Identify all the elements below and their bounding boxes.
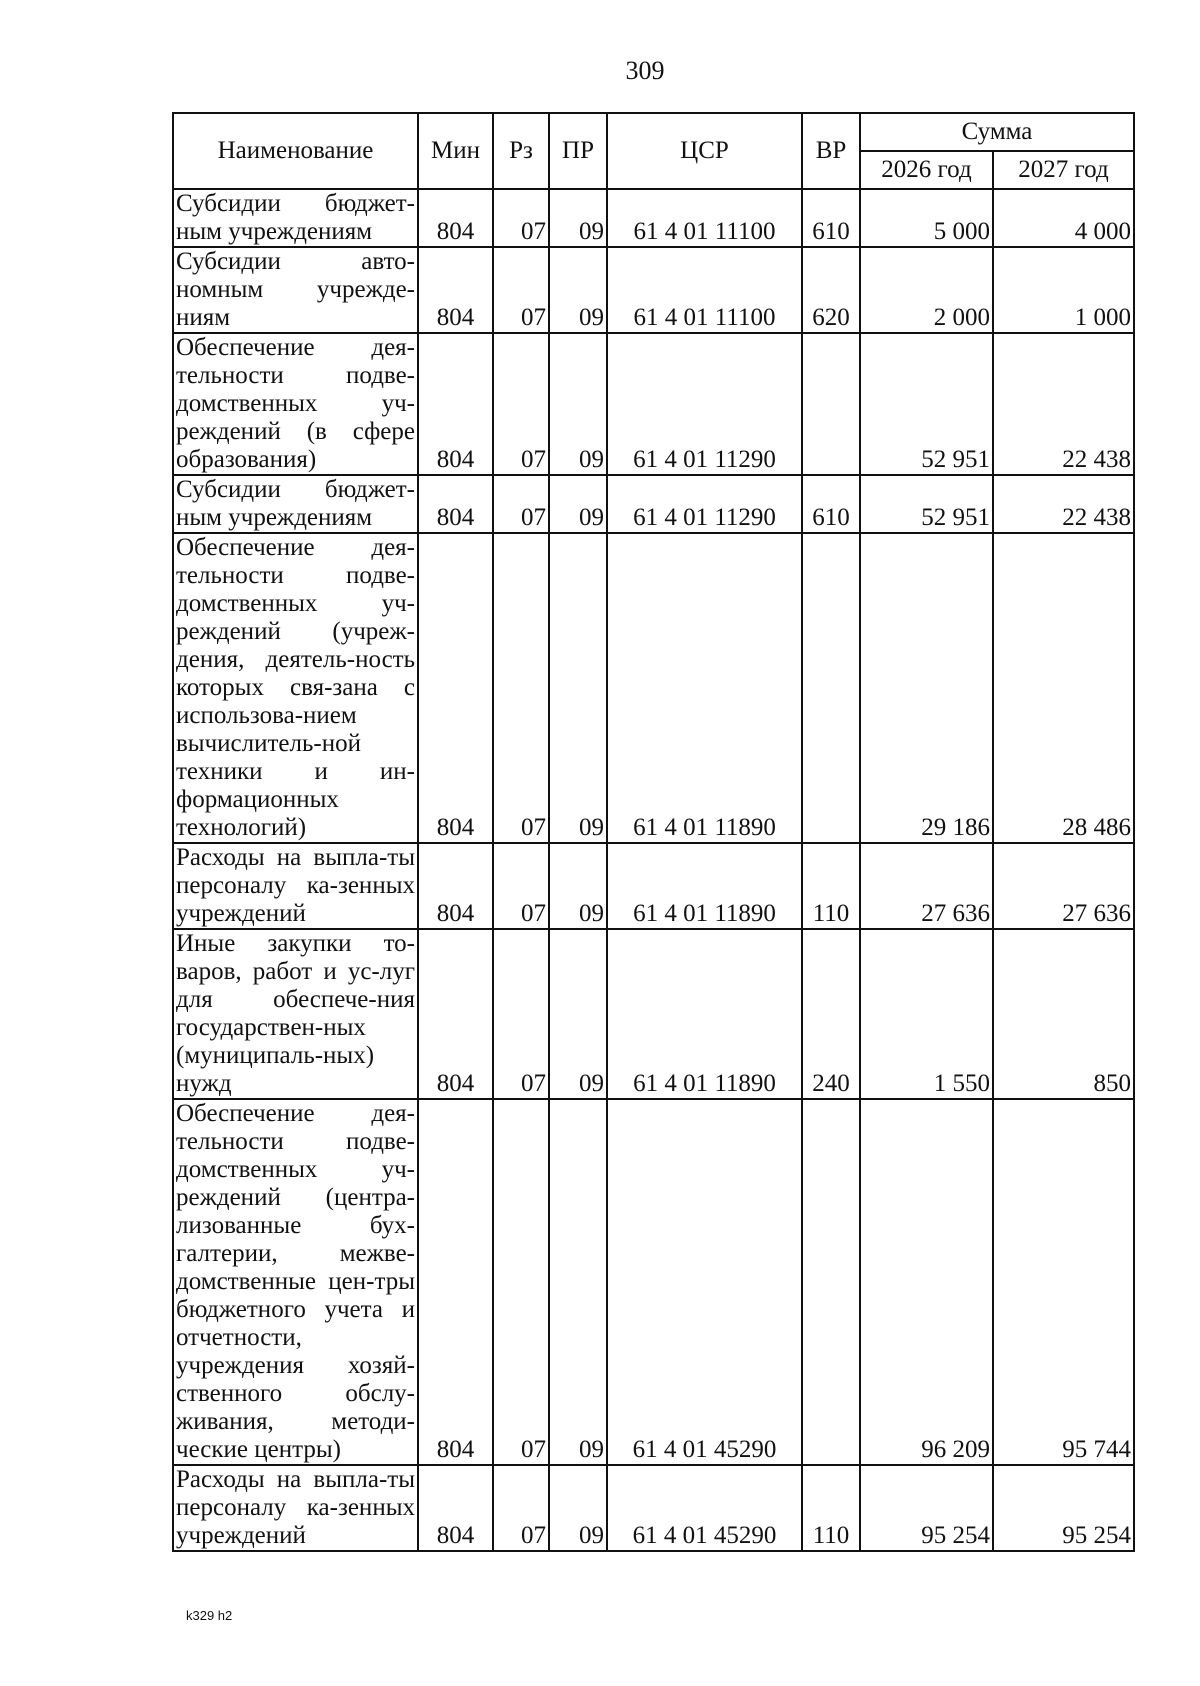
table-cell-pr: 09 [549, 1465, 607, 1551]
table-row [173, 843, 1134, 929]
table-cell-2026: 5 000 [860, 189, 993, 247]
table-cell-min: 804 [418, 333, 493, 475]
table-cell-min: 804 [418, 843, 493, 929]
table-cell-rz: 07 [493, 533, 549, 843]
table-cell-rz: 07 [493, 189, 549, 247]
table-cell-2027: 1 000 [993, 247, 1134, 333]
table-row [173, 929, 1134, 1099]
table-row [173, 333, 1134, 475]
table-cell-csr: 61 4 01 11890 [607, 929, 802, 1099]
table-cell-min: 804 [418, 247, 493, 333]
table-cell-2026: 27 636 [860, 843, 993, 929]
table-cell-pr: 09 [549, 475, 607, 533]
table-row [173, 189, 1134, 247]
table-cell-2026: 95 254 [860, 1465, 993, 1551]
table-cell-2027: 22 438 [993, 475, 1134, 533]
table-cell-rz: 07 [493, 1465, 549, 1551]
table-cell-vr: 110 [802, 843, 860, 929]
table-cell-pr: 09 [549, 333, 607, 475]
table-cell-csr: 61 4 01 45290 [607, 1099, 802, 1465]
table-cell-vr [802, 1099, 860, 1465]
table-cell-csr: 61 4 01 45290 [607, 1465, 802, 1551]
header-pr: ПР [549, 113, 607, 189]
table-cell-name: Обеспечение дея-тельности подве-домственных уч-реждений (учреж-дения, деятель-ность которых свя-зана с использова-нием вычислитель-ной техники и ин-формационных технологий) [173, 533, 418, 843]
table-cell-vr: 610 [802, 189, 860, 247]
table-cell-pr: 09 [549, 533, 607, 843]
table-cell-pr: 09 [549, 843, 607, 929]
table-cell-min: 804 [418, 929, 493, 1099]
table-cell-2027: 95 744 [993, 1099, 1134, 1465]
table-cell-rz: 07 [493, 1099, 549, 1465]
table-cell-name: Расходы на выпла-ты персоналу ка-зенных учреждений [173, 1465, 418, 1551]
table-cell-min: 804 [418, 1465, 493, 1551]
table-cell-pr: 09 [549, 929, 607, 1099]
table-row [173, 247, 1134, 333]
table-cell-rz: 07 [493, 333, 549, 475]
table-cell-2027: 95 254 [993, 1465, 1134, 1551]
header-name: Наименование [173, 113, 418, 189]
table-cell-2026: 52 951 [860, 475, 993, 533]
table-cell-name: Иные закупки то-варов, работ и ус-луг для обеспече-ния государствен-ных (муниципаль-ных) нужд [173, 929, 418, 1099]
table-cell-csr: 61 4 01 11100 [607, 189, 802, 247]
table-cell-2027: 28 486 [993, 533, 1134, 843]
table-cell-2027: 850 [993, 929, 1134, 1099]
table-cell-csr: 61 4 01 11290 [607, 475, 802, 533]
table-cell-rz: 07 [493, 843, 549, 929]
table-cell-min: 804 [418, 1099, 493, 1465]
page-number: 309 [625, 56, 665, 85]
table-row [173, 1099, 1134, 1465]
table-cell-rz: 07 [493, 247, 549, 333]
header-csr: ЦСР [607, 113, 802, 189]
table-cell-name: Расходы на выпла-ты персоналу ка-зенных учреждений [173, 843, 418, 929]
table-cell-min: 804 [418, 189, 493, 247]
table-cell-2026: 2 000 [860, 247, 993, 333]
table-cell-pr: 09 [549, 1099, 607, 1465]
table-cell-2026: 52 951 [860, 333, 993, 475]
header-year-2027: 2027 год [993, 151, 1134, 189]
footer-code: k329 h2 [186, 1608, 233, 1623]
table-cell-min: 804 [418, 475, 493, 533]
table-cell-vr: 610 [802, 475, 860, 533]
table-cell-vr [802, 533, 860, 843]
header-year-2026: 2026 год [860, 151, 993, 189]
header-min: Мин [418, 113, 493, 189]
table-body [173, 189, 1134, 1551]
table-cell-vr [802, 333, 860, 475]
table-cell-vr: 110 [802, 1465, 860, 1551]
table-row [173, 533, 1134, 843]
table-cell-2026: 29 186 [860, 533, 993, 843]
table-cell-csr: 61 4 01 11100 [607, 247, 802, 333]
table-cell-csr: 61 4 01 11290 [607, 333, 802, 475]
budget-table [172, 112, 1135, 1552]
table-cell-csr: 61 4 01 11890 [607, 843, 802, 929]
table-cell-2027: 22 438 [993, 333, 1134, 475]
table-cell-pr: 09 [549, 247, 607, 333]
table-cell-name: Субсидии бюджет-ным учреждениям [173, 475, 418, 533]
table-cell-2026: 96 209 [860, 1099, 993, 1465]
table-row [173, 475, 1134, 533]
table-cell-pr: 09 [549, 189, 607, 247]
table-cell-min: 804 [418, 533, 493, 843]
table-cell-name: Обеспечение дея-тельности подве-домственных уч-реждений (центра-лизованные бух-галтерии, межве-домственные цен-тры бюджетного учета и отчетности, учреждения хозяй-ственного обслу-живания, методи-ческие центры) [173, 1099, 418, 1465]
table-cell-vr: 240 [802, 929, 860, 1099]
table-cell-rz: 07 [493, 475, 549, 533]
table-cell-2027: 27 636 [993, 843, 1134, 929]
table-row [173, 1465, 1134, 1551]
header-vr: ВР [802, 113, 860, 189]
table-cell-rz: 07 [493, 929, 549, 1099]
table-cell-2026: 1 550 [860, 929, 993, 1099]
table-cell-2027: 4 000 [993, 189, 1134, 247]
header-rz: Рз [493, 113, 549, 189]
header-sum: Сумма [860, 113, 1134, 151]
table-cell-csr: 61 4 01 11890 [607, 533, 802, 843]
table-cell-name: Субсидии авто-номным учрежде-ниям [173, 247, 418, 333]
table-cell-vr: 620 [802, 247, 860, 333]
table-cell-name: Субсидии бюджет-ным учреждениям [173, 189, 418, 247]
table-cell-name: Обеспечение дея-тельности подве-домственных уч-реждений (в сфере образования) [173, 333, 418, 475]
